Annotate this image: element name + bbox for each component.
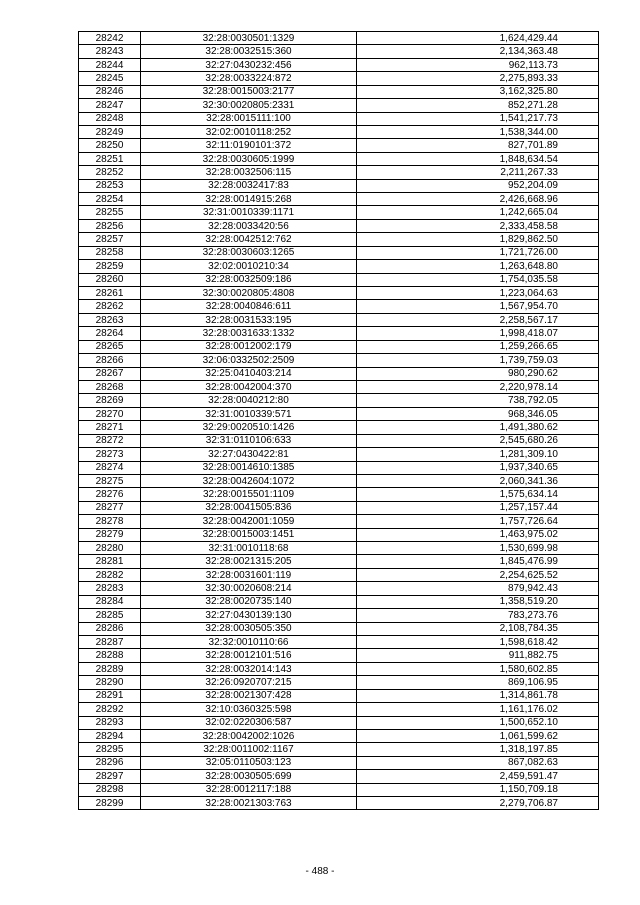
- cadastral-number-cell: 32:30:0020805:2331: [141, 99, 357, 112]
- value-cell: 2,545,680.26: [357, 434, 599, 447]
- cadastral-number-cell: 32:28:0014610:1385: [141, 461, 357, 474]
- cadastral-number-cell: 32:28:0042001:1059: [141, 515, 357, 528]
- cadastral-number-cell: 32:28:0030603:1265: [141, 246, 357, 259]
- value-cell: 962,113.73: [357, 58, 599, 71]
- table-row: [79, 488, 599, 501]
- cadastral-number-cell: 32:28:0042002:1026: [141, 729, 357, 742]
- page-number: - 488 -: [305, 866, 335, 877]
- table-row: [79, 434, 599, 447]
- table-row: [79, 260, 599, 273]
- value-cell: 2,134,363.48: [357, 45, 599, 58]
- row-number-cell: 28268: [79, 380, 141, 393]
- cadastral-number-cell: 32:26:0920707:215: [141, 676, 357, 689]
- row-number-cell: 28291: [79, 689, 141, 702]
- cadastral-number-cell: 32:29:0020510:1426: [141, 421, 357, 434]
- table-row: [79, 635, 599, 648]
- row-number-cell: 28294: [79, 729, 141, 742]
- row-number-cell: 28274: [79, 461, 141, 474]
- cadastral-number-cell: 32:28:0021307:428: [141, 689, 357, 702]
- table-row: [79, 313, 599, 326]
- value-cell: 783,273.76: [357, 609, 599, 622]
- cadastral-number-cell: 32:31:0010118:68: [141, 542, 357, 555]
- row-number-cell: 28296: [79, 756, 141, 769]
- cadastral-number-cell: 32:28:0015003:1451: [141, 528, 357, 541]
- table-row: [79, 649, 599, 662]
- value-cell: 968,346.05: [357, 407, 599, 420]
- value-cell: 1,263,648.80: [357, 260, 599, 273]
- value-cell: 3,162,325.80: [357, 85, 599, 98]
- table-row: [79, 394, 599, 407]
- table-row: [79, 300, 599, 313]
- table-row: [79, 85, 599, 98]
- table-row: [79, 501, 599, 514]
- value-cell: 1,624,429.44: [357, 32, 599, 45]
- cadastral-number-cell: 32:05:0110503:123: [141, 756, 357, 769]
- cadastral-number-cell: 32:28:0031633:1332: [141, 327, 357, 340]
- value-cell: 1,538,344.00: [357, 125, 599, 138]
- table-row: [79, 676, 599, 689]
- value-cell: 1,314,861.78: [357, 689, 599, 702]
- row-number-cell: 28253: [79, 179, 141, 192]
- value-cell: 827,701.89: [357, 139, 599, 152]
- cadastral-number-cell: 32:28:0015111:100: [141, 112, 357, 125]
- cadastral-number-cell: 32:28:0042512:762: [141, 233, 357, 246]
- value-cell: 1,541,217.73: [357, 112, 599, 125]
- value-cell: 2,211,267.33: [357, 166, 599, 179]
- value-cell: 1,829,862.50: [357, 233, 599, 246]
- cadastral-number-cell: 32:28:0031601:119: [141, 568, 357, 581]
- row-number-cell: 28243: [79, 45, 141, 58]
- cadastral-number-cell: 32:28:0030505:350: [141, 622, 357, 635]
- cadastral-number-cell: 32:28:0032417:83: [141, 179, 357, 192]
- value-cell: 1,567,954.70: [357, 300, 599, 313]
- value-cell: 1,223,064.63: [357, 287, 599, 300]
- value-cell: 867,082.63: [357, 756, 599, 769]
- value-cell: 1,150,709.18: [357, 783, 599, 796]
- cadastral-number-cell: 32:28:0033224:872: [141, 72, 357, 85]
- row-number-cell: 28242: [79, 32, 141, 45]
- table-row: [79, 125, 599, 138]
- row-number-cell: 28288: [79, 649, 141, 662]
- table-row: [79, 273, 599, 286]
- table-row: [79, 99, 599, 112]
- row-number-cell: 28289: [79, 662, 141, 675]
- value-cell: 1,848,634.54: [357, 152, 599, 165]
- table-row: [79, 756, 599, 769]
- row-number-cell: 28263: [79, 313, 141, 326]
- table-body: [79, 32, 599, 810]
- table-row: [79, 219, 599, 232]
- table-row: [79, 287, 599, 300]
- cadastral-number-cell: 32:28:0042604:1072: [141, 474, 357, 487]
- row-number-cell: 28271: [79, 421, 141, 434]
- row-number-cell: 28251: [79, 152, 141, 165]
- value-cell: 1,530,699.98: [357, 542, 599, 555]
- value-cell: 2,459,591.47: [357, 770, 599, 783]
- row-number-cell: 28249: [79, 125, 141, 138]
- cadastral-number-cell: 32:28:0021315:205: [141, 555, 357, 568]
- value-cell: 1,491,380.62: [357, 421, 599, 434]
- cadastral-number-cell: 32:28:0032515:360: [141, 45, 357, 58]
- row-number-cell: 28246: [79, 85, 141, 98]
- cadastral-number-cell: 32:28:0033420:56: [141, 219, 357, 232]
- cadastral-number-cell: 32:27:0430139:130: [141, 609, 357, 622]
- table-row: [79, 609, 599, 622]
- table-row: [79, 743, 599, 756]
- row-number-cell: 28287: [79, 635, 141, 648]
- cadastral-number-cell: 32:25:0410403:214: [141, 367, 357, 380]
- value-cell: 869,106.95: [357, 676, 599, 689]
- table-row: [79, 528, 599, 541]
- row-number-cell: 28255: [79, 206, 141, 219]
- table-row: [79, 461, 599, 474]
- value-cell: 1,500,652.10: [357, 716, 599, 729]
- table-row: [79, 568, 599, 581]
- value-cell: 1,757,726.64: [357, 515, 599, 528]
- row-number-cell: 28269: [79, 394, 141, 407]
- row-number-cell: 28257: [79, 233, 141, 246]
- row-number-cell: 28279: [79, 528, 141, 541]
- table-row: [79, 139, 599, 152]
- value-cell: 1,463,975.02: [357, 528, 599, 541]
- row-number-cell: 28273: [79, 448, 141, 461]
- table-row: [79, 72, 599, 85]
- table-row: [79, 58, 599, 71]
- value-cell: 879,942.43: [357, 582, 599, 595]
- table-row: [79, 770, 599, 783]
- table-row: [79, 367, 599, 380]
- table-row: [79, 32, 599, 45]
- value-cell: 1,259,266.65: [357, 340, 599, 353]
- row-number-cell: 28250: [79, 139, 141, 152]
- row-number-cell: 28247: [79, 99, 141, 112]
- cadastral-number-cell: 32:27:0430422:81: [141, 448, 357, 461]
- value-cell: 1,161,176.02: [357, 703, 599, 716]
- row-number-cell: 28290: [79, 676, 141, 689]
- cadastral-number-cell: 32:02:0010118:252: [141, 125, 357, 138]
- value-cell: 1,281,309.10: [357, 448, 599, 461]
- table-row: [79, 662, 599, 675]
- value-cell: 2,060,341.36: [357, 474, 599, 487]
- cadastral-number-cell: 32:06:0332502:2509: [141, 354, 357, 367]
- value-cell: 1,998,418.07: [357, 327, 599, 340]
- cadastral-number-cell: 32:28:0042004:370: [141, 380, 357, 393]
- row-number-cell: 28275: [79, 474, 141, 487]
- table-row: [79, 448, 599, 461]
- table-row: [79, 193, 599, 206]
- cadastral-number-cell: 32:28:0015501:1109: [141, 488, 357, 501]
- value-cell: 1,598,618.42: [357, 635, 599, 648]
- value-cell: 1,937,340.65: [357, 461, 599, 474]
- cadastral-number-cell: 32:31:0010339:1171: [141, 206, 357, 219]
- cadastral-number-cell: 32:28:0030505:699: [141, 770, 357, 783]
- cadastral-number-cell: 32:30:0020805:4808: [141, 287, 357, 300]
- row-number-cell: 28262: [79, 300, 141, 313]
- cadastral-number-cell: 32:28:0032506:115: [141, 166, 357, 179]
- cadastral-number-cell: 32:28:0021303:763: [141, 797, 357, 810]
- row-number-cell: 28245: [79, 72, 141, 85]
- cadastral-number-cell: 32:28:0015003:2177: [141, 85, 357, 98]
- row-number-cell: 28284: [79, 595, 141, 608]
- row-number-cell: 28258: [79, 246, 141, 259]
- row-number-cell: 28280: [79, 542, 141, 555]
- row-number-cell: 28272: [79, 434, 141, 447]
- row-number-cell: 28295: [79, 743, 141, 756]
- table-row: [79, 327, 599, 340]
- value-cell: 2,426,668.96: [357, 193, 599, 206]
- row-number-cell: 28259: [79, 260, 141, 273]
- cadastral-number-cell: 32:27:0430232:456: [141, 58, 357, 71]
- table-row: [79, 112, 599, 125]
- cadastral-number-cell: 32:28:0020735:140: [141, 595, 357, 608]
- row-number-cell: 28266: [79, 354, 141, 367]
- table-row: [79, 622, 599, 635]
- cadastral-number-cell: 32:28:0041505:836: [141, 501, 357, 514]
- cadastral-number-cell: 32:10:0360325:598: [141, 703, 357, 716]
- row-number-cell: 28278: [79, 515, 141, 528]
- table-row: [79, 595, 599, 608]
- row-number-cell: 28277: [79, 501, 141, 514]
- cadastral-number-cell: 32:28:0014915:268: [141, 193, 357, 206]
- table-row: [79, 233, 599, 246]
- cadastral-number-cell: 32:28:0040846:611: [141, 300, 357, 313]
- table-row: [79, 45, 599, 58]
- row-number-cell: 28265: [79, 340, 141, 353]
- cadastral-number-cell: 32:28:0012117:188: [141, 783, 357, 796]
- cadastral-number-cell: 32:28:0030605:1999: [141, 152, 357, 165]
- table-row: [79, 340, 599, 353]
- cadastral-number-cell: 32:28:0040212:80: [141, 394, 357, 407]
- table-row: [79, 354, 599, 367]
- value-cell: 2,108,784.35: [357, 622, 599, 635]
- row-number-cell: 28244: [79, 58, 141, 71]
- row-number-cell: 28286: [79, 622, 141, 635]
- value-cell: 1,845,476.99: [357, 555, 599, 568]
- row-number-cell: 28252: [79, 166, 141, 179]
- table-row: [79, 421, 599, 434]
- table-row: [79, 703, 599, 716]
- value-cell: 980,290.62: [357, 367, 599, 380]
- value-cell: 1,580,602.85: [357, 662, 599, 675]
- row-number-cell: 28248: [79, 112, 141, 125]
- value-cell: 952,204.09: [357, 179, 599, 192]
- table-row: [79, 166, 599, 179]
- cadastral-number-cell: 32:28:0012101:516: [141, 649, 357, 662]
- cadastral-value-table: [78, 31, 599, 810]
- cadastral-number-cell: 32:11:0190101:372: [141, 139, 357, 152]
- row-number-cell: 28283: [79, 582, 141, 595]
- value-cell: 2,254,625.52: [357, 568, 599, 581]
- value-cell: 1,721,726.00: [357, 246, 599, 259]
- cadastral-number-cell: 32:28:0030501:1329: [141, 32, 357, 45]
- table-row: [79, 152, 599, 165]
- row-number-cell: 28293: [79, 716, 141, 729]
- table-row: [79, 407, 599, 420]
- value-cell: 1,318,197.85: [357, 743, 599, 756]
- value-cell: 2,220,978.14: [357, 380, 599, 393]
- row-number-cell: 28299: [79, 797, 141, 810]
- row-number-cell: 28261: [79, 287, 141, 300]
- value-cell: 2,275,893.33: [357, 72, 599, 85]
- value-cell: 1,754,035.58: [357, 273, 599, 286]
- row-number-cell: 28254: [79, 193, 141, 206]
- value-cell: 2,258,567.17: [357, 313, 599, 326]
- cadastral-number-cell: 32:28:0012002:179: [141, 340, 357, 353]
- value-cell: 1,061,599.62: [357, 729, 599, 742]
- cadastral-number-cell: 32:32:0010110:66: [141, 635, 357, 648]
- row-number-cell: 28267: [79, 367, 141, 380]
- table-row: [79, 555, 599, 568]
- cadastral-number-cell: 32:02:0220306:587: [141, 716, 357, 729]
- table-row: [79, 729, 599, 742]
- table-row: [79, 797, 599, 810]
- table-row: [79, 783, 599, 796]
- table-row: [79, 716, 599, 729]
- value-cell: 852,271.28: [357, 99, 599, 112]
- cadastral-number-cell: 32:28:0032014:143: [141, 662, 357, 675]
- table-row: [79, 515, 599, 528]
- value-cell: 1,739,759.03: [357, 354, 599, 367]
- value-cell: 2,279,706.87: [357, 797, 599, 810]
- table-row: [79, 179, 599, 192]
- value-cell: 738,792.05: [357, 394, 599, 407]
- table-row: [79, 380, 599, 393]
- table-row: [79, 206, 599, 219]
- value-cell: 911,882.75: [357, 649, 599, 662]
- value-cell: 1,242,665.04: [357, 206, 599, 219]
- row-number-cell: 28281: [79, 555, 141, 568]
- table-row: [79, 689, 599, 702]
- row-number-cell: 28297: [79, 770, 141, 783]
- table-row: [79, 542, 599, 555]
- table-row: [79, 582, 599, 595]
- row-number-cell: 28298: [79, 783, 141, 796]
- cadastral-number-cell: 32:28:0032509:186: [141, 273, 357, 286]
- value-cell: 1,257,157.44: [357, 501, 599, 514]
- row-number-cell: 28264: [79, 327, 141, 340]
- cadastral-number-cell: 32:02:0010210:34: [141, 260, 357, 273]
- cadastral-number-cell: 32:28:0031533:195: [141, 313, 357, 326]
- row-number-cell: 28256: [79, 219, 141, 232]
- cadastral-number-cell: 32:28:0011002:1167: [141, 743, 357, 756]
- value-cell: 1,358,519.20: [357, 595, 599, 608]
- value-cell: 1,575,634.14: [357, 488, 599, 501]
- cadastral-number-cell: 32:31:0110106:633: [141, 434, 357, 447]
- row-number-cell: 28282: [79, 568, 141, 581]
- value-cell: 2,333,458.58: [357, 219, 599, 232]
- row-number-cell: 28260: [79, 273, 141, 286]
- row-number-cell: 28292: [79, 703, 141, 716]
- table-row: [79, 246, 599, 259]
- table-row: [79, 474, 599, 487]
- row-number-cell: 28276: [79, 488, 141, 501]
- row-number-cell: 28270: [79, 407, 141, 420]
- cadastral-number-cell: 32:30:0020608:214: [141, 582, 357, 595]
- row-number-cell: 28285: [79, 609, 141, 622]
- cadastral-number-cell: 32:31:0010339:571: [141, 407, 357, 420]
